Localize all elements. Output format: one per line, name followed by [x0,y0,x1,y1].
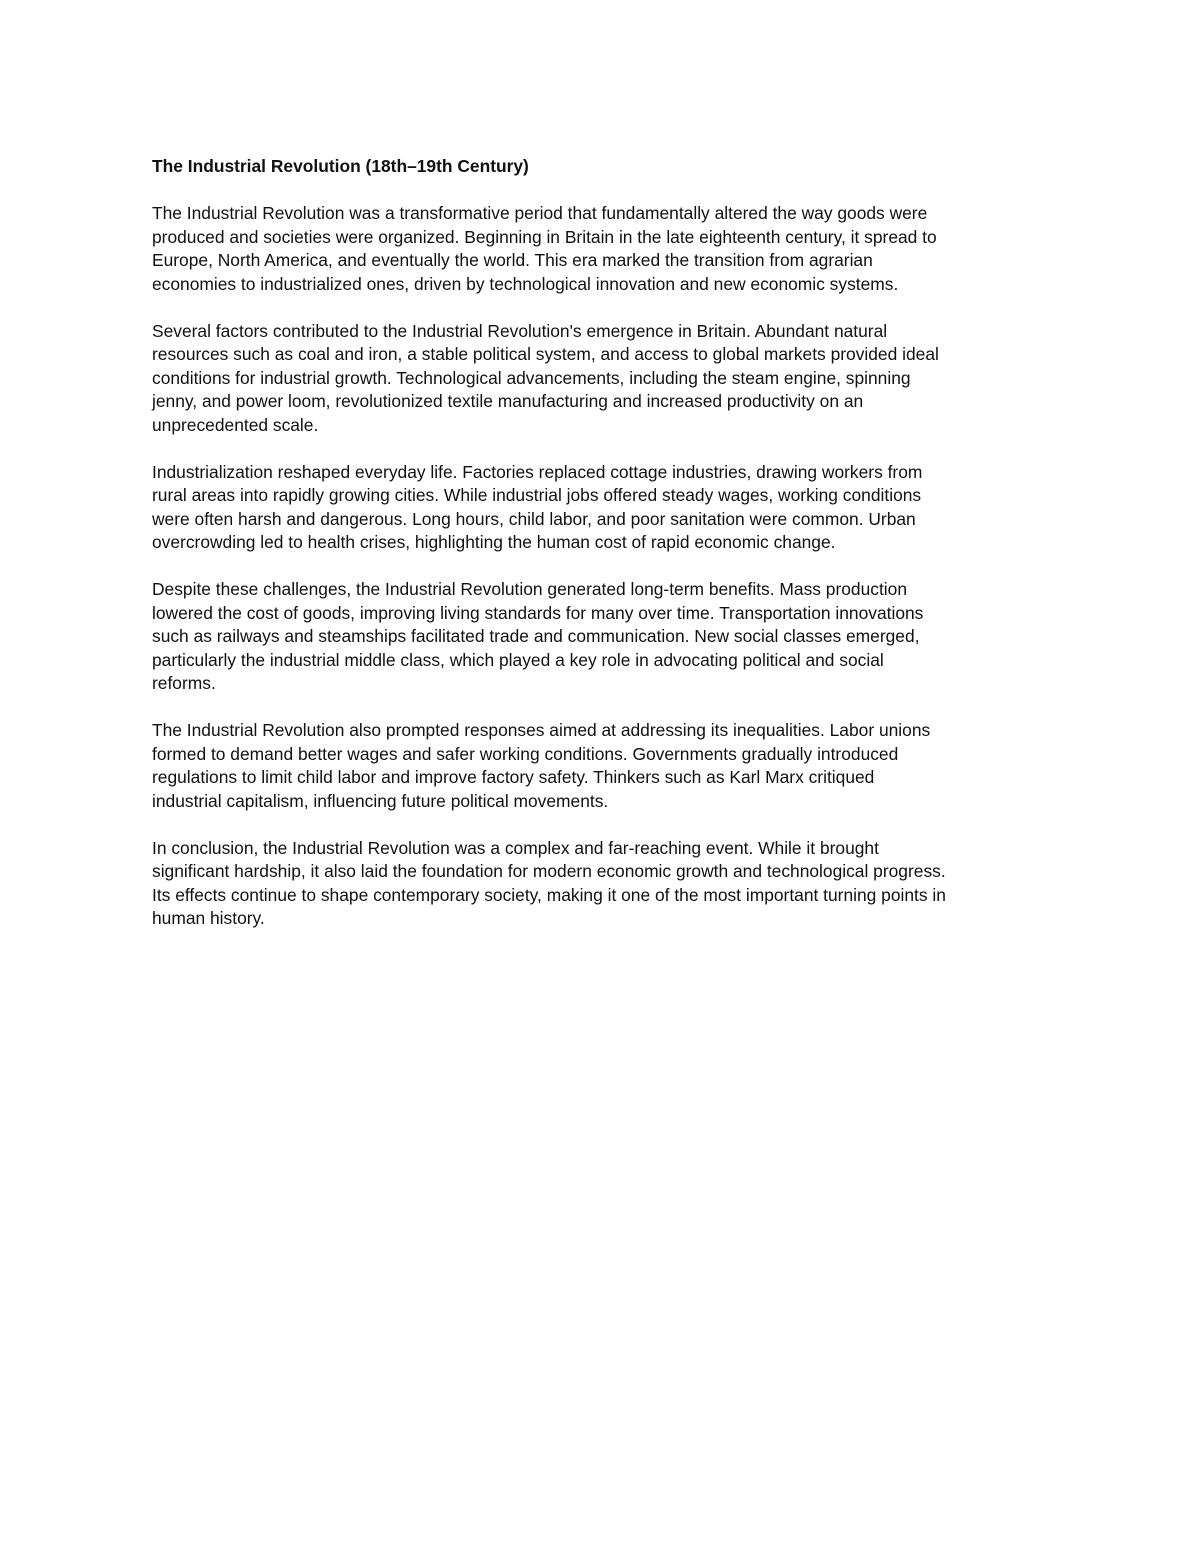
paragraph-line: unprecedented scale. [152,414,319,435]
paragraph-line: In conclusion, the Industrial Revolution was a complex and far-reaching event. While it brought [152,837,879,858]
paragraph-line: resources such as coal and iron, a stable political system, and access to global markets provided ideal [152,344,939,364]
paragraph-conclusion [152,837,1052,931]
paragraph-line: were often harsh and dangerous. Long hours, child labor, and poor sanitation were common. Urban [152,508,916,529]
paragraph-line: jenny, and power loom, revolutionized textile manufacturing and increased productivity on an [152,391,864,411]
paragraph-line: human history. [152,908,265,928]
paragraph-line: Several factors contributed to the Industrial Revolution's emergence in Britain. Abundant natural [152,320,888,341]
paragraph-everyday-life [152,461,1052,555]
paragraph-benefits [152,578,1052,696]
paragraph-line: lowered the cost of goods, improving living standards for many over time. Transportation innovations [152,602,924,623]
paragraph-line: such as railways and steamships facilitated trade and communication. New social classes emerged, [152,626,920,646]
paragraph-responses [152,719,1052,813]
paragraph-line: Despite these challenges, the Industrial Revolution generated long-term benefits. Mass production [152,579,907,599]
paragraph-line: particularly the industrial middle class, which played a key role in advocating political and social [152,649,884,670]
paragraph-line: Europe, North America, and eventually the world. This era marked the transition from agrarian [152,250,873,270]
paragraph-line: economies to industrialized ones, driven by technological innovation and new economic systems. [152,273,899,294]
paragraph-line: rural areas into rapidly growing cities. While industrial jobs offered steady wages, working conditions [152,485,922,505]
paragraph-line: The Industrial Revolution was a transformative period that fundamentally altered the way goods were [152,203,928,223]
paragraph-line: regulations to limit child labor and improve factory safety. Thinkers such as Karl Marx critiqued [152,767,875,787]
paragraph-causes [152,320,1052,438]
paragraph-line: Its effects continue to shape contemporary society, making it one of the most important turning points in [152,884,946,905]
paragraph-line: The Industrial Revolution also prompted responses aimed at addressing its inequalities. Labor unions [152,720,931,740]
document-title: The Industrial Revolution (18th–19th Century) [152,156,529,176]
paragraph-line: industrial capitalism, influencing future political movements. [152,790,609,811]
paragraph-line: formed to demand better wages and safer working conditions. Governments gradually introduced [152,743,899,764]
paragraph-line: conditions for industrial growth. Technological advancements, including the steam engine, spinning [152,367,911,388]
paragraph-line: reforms. [152,673,216,693]
paragraph-line: overcrowding led to health crises, highlighting the human cost of rapid economic change. [152,532,836,552]
document-body [152,155,1052,954]
paragraph-line: Industrialization reshaped everyday life. Factories replaced cottage industries, drawing workers from [152,461,923,482]
paragraph-introduction [152,202,1052,296]
paragraph-line: significant hardship, it also laid the foundation for modern economic growth and technological progress. [152,861,946,881]
paragraph-line: produced and societies were organized. Beginning in Britain in the late eighteenth century, it spread to [152,226,937,247]
